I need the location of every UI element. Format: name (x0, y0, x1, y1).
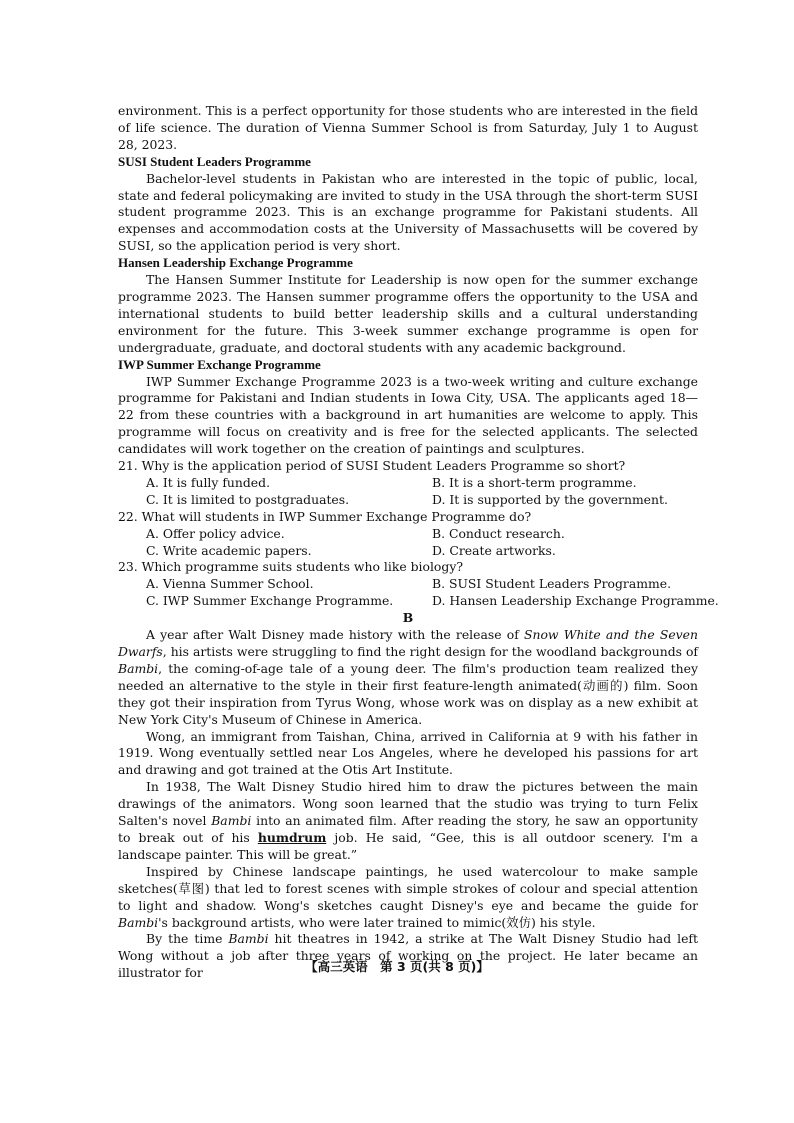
programme-title-hansen: Hansen Leadership Exchange Programme (118, 255, 353, 271)
option[interactable]: D. Hansen Leadership Exchange Programme. (432, 593, 719, 609)
film-title: Bambi (211, 813, 252, 829)
text-run: into an animated film. After reading the story, he saw an opportunity to break out of his (118, 813, 698, 845)
option[interactable]: C. IWP Summer Exchange Programme. (146, 593, 394, 609)
question-22-options (118, 526, 698, 560)
option[interactable]: B. It is a short-term programme. (432, 474, 637, 490)
programme-text-susi: Bachelor-level students in Pakistan who are interested in the topic of public, local, state and federal policymaking are invited to study in the USA through the short-term SUSI student programme 2023. This is an exchange programme for Pakistani students. All expenses and accommodation costs at the University of Massachusetts will be covered by SUSI, so the application period is very short. (118, 170, 698, 254)
option[interactable]: A. It is fully funded. (146, 474, 271, 490)
page-footer: 【高三英语 第 3 页(共 8 页)】 (305, 959, 489, 974)
question-21-stem: 21. Why is the application period of SUSI Student Leaders Programme so short? (118, 458, 626, 474)
text-run: 's background artists, who were later trained to mimic(效仿) his style. (158, 914, 596, 930)
question-22-stem: 22. What will students in IWP Summer Exchange Programme do? (118, 508, 532, 524)
film-title: Bambi (228, 931, 269, 947)
option[interactable]: D. Create artworks. (432, 542, 556, 558)
option[interactable]: C. Write academic papers. (146, 542, 312, 558)
text-run: In 1938, The Walt Disney Studio hired him to draw the pictures between the main drawings of the animators. Wong soon learned that the studio was trying to turn Felix Salten's novel (118, 779, 698, 829)
question-23-stem: 23. Which programme suits students who like biology? (118, 559, 463, 575)
programme-text-iwp: IWP Summer Exchange Programme 2023 is a two-week writing and culture exchange programme for Pakistani and Indian students in Iowa City, USA. The applicants aged 18—22 from these countries with a background in art humanities are welcome to apply. This programme will focus on creativity and is free for the selected applicants. The selected candidates will work together on the creation of paintings and sculptures. (118, 373, 698, 457)
film-title: Snow White and the Seven Dwarfs (118, 627, 698, 659)
passage-b-paragraph-4 (118, 864, 698, 932)
option[interactable]: A. Vienna Summer School. (146, 576, 314, 592)
text-run: Inspired by Chinese landscape paintings, he used watercolour to make sample sketches(草图) that led to forest scenes with simple strokes of colour and special attention to light and shadow. Wong's sketches caught Disney's eye and became the guide for (118, 863, 698, 913)
programme-text-hansen: The Hansen Summer Institute for Leadership is now open for the summer exchange programme 2023. The Hansen summer programme offers the opportunity to the USA and international students to build better leadership skills and a cultural understanding environment for the future. This 3-week summer exchange programme is open for undergraduate, graduate, and doctoral students with any academic background. (118, 272, 698, 355)
intro-paragraph: environment. This is a perfect opportunity for those students who are interested in the field of life science. The duration of Vienna Summer School is from Saturday, July 1 to August 28, 2023. (118, 103, 698, 152)
film-title: Bambi (118, 914, 159, 930)
underlined-word: humdrum (257, 829, 327, 845)
question-23-options (118, 576, 719, 610)
option[interactable]: C. It is limited to postgraduates. (146, 491, 350, 507)
option[interactable]: B. SUSI Student Leaders Programme. (432, 576, 672, 592)
text-run: hit theatres in 1942, a strike at The Walt Disney Studio had left Wong without a job after three years of working on the project. He later became an illustrator for (118, 931, 698, 981)
option[interactable]: D. It is supported by the government. (432, 491, 668, 507)
passage-b-paragraph-1 (118, 627, 698, 728)
film-title: Bambi (118, 660, 159, 676)
text-run: A year after Walt Disney made history with the release of (146, 627, 524, 643)
option[interactable]: A. Offer policy advice. (146, 525, 285, 541)
text-run: , the coming-of-age tale of a young deer. The film's production team realized they needed an alternative to the style in their first feature-length animated(动画的) film. Soon they got their inspiration from Tyrus Wong, whose work was on display as a new exhibit at New York City's Museum of Chinese in America. (118, 660, 698, 727)
option[interactable]: B. Conduct research. (432, 525, 565, 541)
passage-b-paragraph-2: Wong, an immigrant from Taishan, China, arrived in California at 9 with his father in 1919. Wong eventually settled near Los Angeles, where he developed his passions for art and drawing and got trained at the Otis Art Institute. (118, 728, 698, 778)
passage-b-paragraph-3 (118, 779, 698, 864)
text-run: By the time (146, 931, 229, 947)
programme-title-susi: SUSI Student Leaders Programme (118, 153, 311, 169)
question-21-options (118, 475, 698, 509)
section-label-b: B (402, 610, 414, 626)
page-content (118, 103, 719, 982)
programme-title-iwp: IWP Summer Exchange Programme (118, 356, 321, 372)
text-run: , his artists were struggling to find the right design for the woodland backgrounds of (162, 644, 698, 659)
text-run: job. He said, “Gee, this is all outdoor scenery. I'm a landscape painter. This will be great.” (118, 829, 698, 862)
